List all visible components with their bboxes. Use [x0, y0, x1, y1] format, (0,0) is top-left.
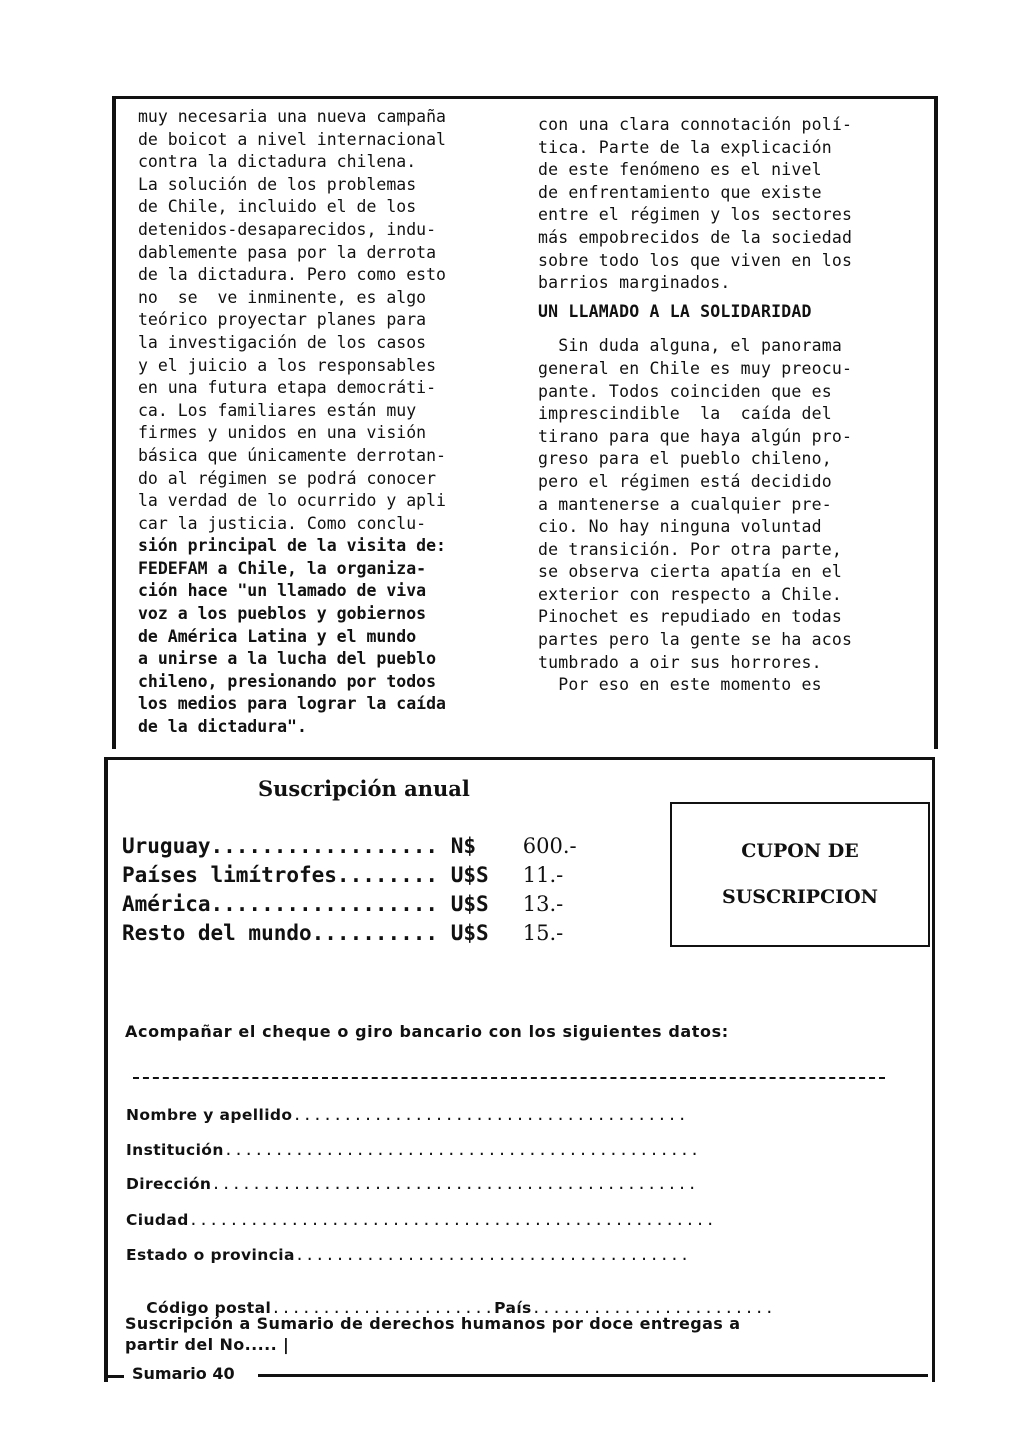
price-amount: 600.- — [522, 834, 577, 858]
text-line: La solución de los problemas — [138, 174, 417, 194]
article-left-column — [138, 106, 513, 739]
text-line: contra la dictadura chilena. — [138, 152, 417, 172]
text-line: Por eso en este momento es — [538, 675, 822, 695]
text-line: chileno, presionando por todos — [138, 671, 437, 691]
text-line: voz a los pueblos y gobiernos — [138, 604, 427, 624]
price-row — [122, 919, 577, 948]
text-line: barrios marginados. — [538, 273, 731, 293]
price-currency: N$ — [450, 834, 477, 858]
form-field-blank[interactable]: .................................................... — [188, 1211, 716, 1229]
text-line: la investigación de los casos — [138, 332, 427, 352]
form-field-label: Nombre y apellido — [126, 1106, 293, 1124]
form-field-blank[interactable]: ....................................... — [292, 1106, 688, 1124]
price-region: Países limítrofes........ — [122, 863, 439, 887]
coupon-box — [670, 802, 930, 947]
form-field-label: Institución — [126, 1141, 224, 1159]
form-field[interactable] — [126, 1141, 700, 1159]
subscription-note — [125, 1313, 740, 1355]
price-region: Resto del mundo.......... — [122, 921, 439, 945]
text-line: do al régimen se podrá conocer — [138, 468, 437, 488]
text-line: muy necesaria una nueva campaña — [138, 107, 446, 126]
form-field[interactable] — [126, 1106, 688, 1124]
text-line: de la dictadura. Pero como esto — [138, 265, 446, 285]
price-row — [122, 890, 577, 919]
text-line: y el juicio a los responsables — [138, 355, 437, 375]
text-line: firmes y unidos en una visión — [138, 423, 427, 443]
page-footer: Sumario 40 — [132, 1364, 235, 1383]
price-row — [122, 861, 577, 890]
text-line: con una clara connotación polí- — [538, 115, 853, 134]
text-line: se observa cierta apatía en el — [538, 562, 843, 582]
text-line: de la dictadura". — [138, 717, 307, 737]
form-field[interactable] — [126, 1246, 690, 1264]
text-line: tirano para que haya algún pro- — [538, 426, 853, 446]
text-line: de enfrentamiento que existe — [538, 182, 822, 202]
form-field-label: Estado o provincia — [126, 1246, 295, 1264]
text-line: greso para el pueblo chileno, — [538, 449, 832, 469]
text-line: de este fenómeno es el nivel — [538, 160, 822, 180]
dashed-divider — [133, 1077, 885, 1079]
text-line: Sin duda alguna, el panorama — [538, 336, 843, 356]
text-line: ción hace "un llamado de viva — [138, 581, 427, 601]
article-right-column — [538, 114, 918, 697]
price-table — [122, 832, 577, 948]
text-line: imprescindible la caída del — [538, 404, 832, 424]
text-line: tumbrado a oir sus horrores. — [538, 652, 822, 672]
text-line: los medios para lograr la caída — [138, 694, 446, 714]
text-line: la verdad de lo ocurrido y apli — [138, 491, 446, 511]
text-line: cio. No hay ninguna voluntad — [538, 517, 822, 537]
text-line: dablemente pasa por la derrota — [138, 242, 437, 262]
text-line: car la justicia. Como conclu- — [138, 513, 427, 533]
text-line: partes pero la gente se ha acos — [538, 630, 853, 650]
form-field-blank[interactable]: ................................................ — [211, 1175, 698, 1193]
text-line: a unirse a la lucha del pueblo — [138, 649, 437, 669]
text-line: pero el régimen está decidido — [538, 471, 832, 491]
form-field-postal-country[interactable] — [126, 1281, 775, 1317]
text-line: Pinochet es repudiado en todas — [538, 607, 843, 627]
text-line: tica. Parte de la explicación — [538, 137, 832, 157]
form-field-blank[interactable]: ....................................... — [294, 1246, 691, 1264]
footer-rule — [258, 1374, 928, 1377]
price-amount: 13.- — [522, 892, 564, 916]
text-line: de boicot a nivel internacional — [138, 129, 446, 149]
text-line: ca. Los familiares están muy — [138, 400, 417, 420]
form-field[interactable] — [126, 1175, 698, 1193]
form-field-label: Dirección — [126, 1175, 212, 1193]
text-line: de Chile, incluido el de los — [138, 197, 417, 217]
price-amount: 11.- — [522, 863, 564, 887]
form-instructions: Acompañar el cheque o giro bancario con los siguientes datos: — [125, 1022, 729, 1041]
country-blank[interactable]: ........................ — [531, 1299, 775, 1317]
section-heading: UN LLAMADO A LA SOLIDARIDAD — [538, 301, 812, 321]
subscription-note-line1: Suscripción a Sumario de derechos humanos por doce entregas a — [125, 1314, 741, 1333]
price-currency: U$S — [450, 921, 489, 945]
text-line: general en Chile es muy preocu- — [538, 358, 853, 378]
form-field-label: Ciudad — [126, 1211, 189, 1229]
text-line: de América Latina y el mundo — [138, 626, 417, 646]
text-line: entre el régimen y los sectores — [538, 205, 853, 225]
text-line: sobre todo los que viven en los — [538, 250, 853, 270]
text-line: exterior con respecto a Chile. — [538, 584, 843, 604]
text-line: más empobrecidos de la sociedad — [538, 227, 853, 247]
text-line: teórico proyectar planes para — [138, 310, 427, 330]
price-currency: U$S — [450, 863, 489, 887]
coupon-subtitle: SUSCRIPCION — [721, 886, 879, 908]
price-amount: 15.- — [522, 921, 564, 945]
text-line: de transición. Por otra parte, — [538, 539, 843, 559]
price-currency: U$S — [450, 892, 489, 916]
text-line: pante. Todos coinciden que es — [538, 381, 832, 401]
subscription-title: Suscripción anual — [258, 776, 470, 801]
text-line: a mantenerse a cualquier pre- — [538, 494, 832, 514]
postal-code-blank[interactable]: ...................... — [271, 1299, 495, 1317]
form-field[interactable] — [126, 1211, 716, 1229]
text-line: en una futura etapa democráti- — [138, 378, 437, 398]
footer-corner-rule — [106, 1375, 124, 1378]
price-region: Uruguay.................. — [122, 834, 439, 858]
text-line: no se ve inminente, es algo — [138, 287, 427, 307]
subscription-note-line2[interactable]: partir del No..... | — [125, 1335, 290, 1354]
coupon-title: CUPON DE — [741, 840, 859, 862]
text-line: básica que únicamente derrotan- — [138, 445, 446, 465]
text-line: detenidos-desaparecidos, indu- — [138, 219, 437, 239]
postal-code-label: Código postal — [146, 1299, 272, 1317]
form-field-blank[interactable]: ............................................... — [223, 1141, 700, 1159]
text-line: sión principal de la visita de: — [138, 536, 446, 556]
country-label: País — [494, 1299, 532, 1317]
price-region: América.................. — [122, 892, 439, 916]
text-line: FEDEFAM a Chile, la organiza- — [138, 558, 427, 578]
price-row — [122, 832, 577, 861]
